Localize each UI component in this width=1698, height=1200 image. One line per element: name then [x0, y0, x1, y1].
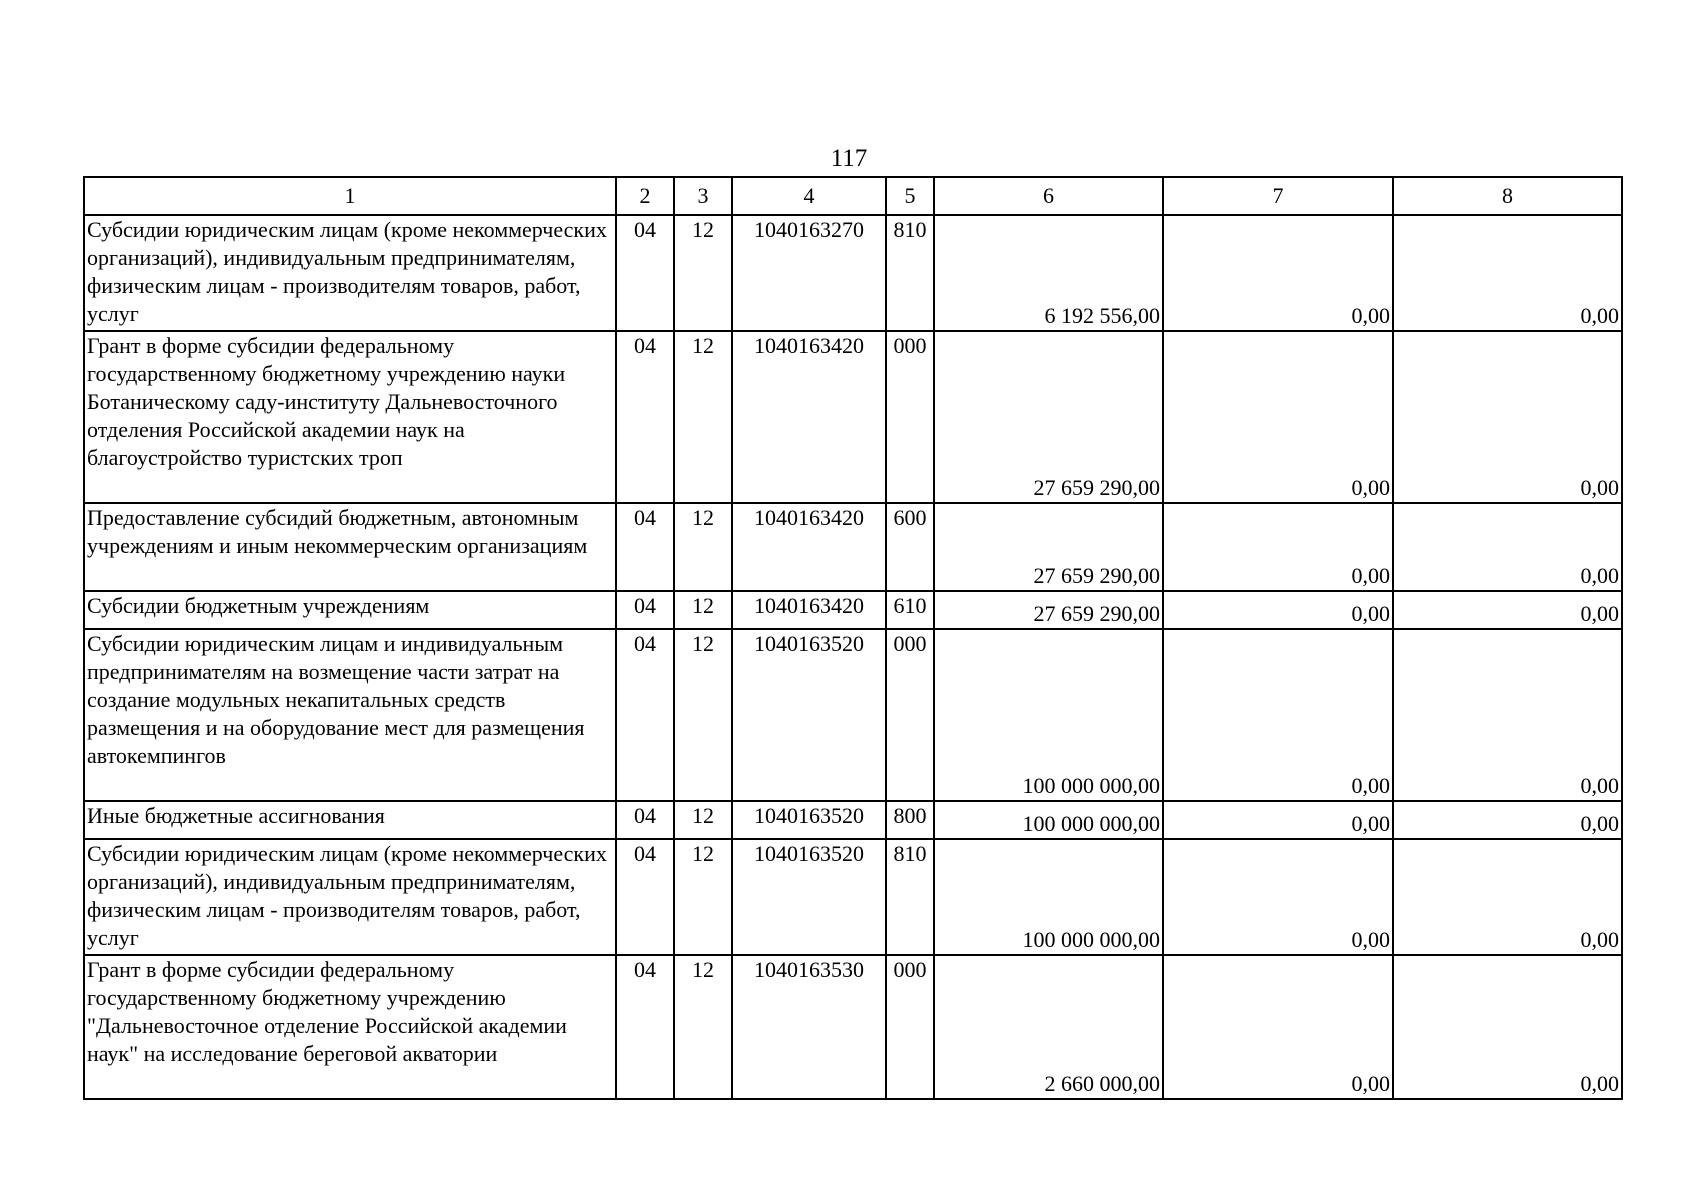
amount-col-7: 0,00	[1163, 839, 1393, 955]
section-code: 04	[616, 629, 674, 801]
amount-col-8: 0,00	[1393, 801, 1622, 839]
column-header: 5	[886, 177, 934, 215]
table-row	[84, 331, 1622, 503]
column-header: 8	[1393, 177, 1622, 215]
expense-type-code: 800	[886, 801, 934, 839]
table-row	[84, 801, 1622, 839]
item-name: Иные бюджетные ассигнования	[84, 801, 616, 839]
target-article-code: 1040163520	[732, 801, 886, 839]
section-code: 04	[616, 331, 674, 503]
target-article-code: 1040163420	[732, 503, 886, 591]
item-name: Субсидии юридическим лицам (кроме некоммерческих организаций), индивидуальным предпринимателям, физическим лицам - производителям товаров, работ, услуг	[84, 839, 616, 955]
subsection-code: 12	[674, 839, 732, 955]
amount-col-8: 0,00	[1393, 215, 1622, 331]
amount-col-7: 0,00	[1163, 801, 1393, 839]
amount-col-6: 2 660 000,00	[934, 955, 1163, 1099]
subsection-code: 12	[674, 503, 732, 591]
table-row	[84, 591, 1622, 629]
amount-col-6: 27 659 290,00	[934, 503, 1163, 591]
target-article-code: 1040163420	[732, 591, 886, 629]
amount-col-8: 0,00	[1393, 629, 1622, 801]
amount-col-6: 100 000 000,00	[934, 801, 1163, 839]
amount-col-8: 0,00	[1393, 503, 1622, 591]
item-name: Субсидии бюджетным учреждениям	[84, 591, 616, 629]
expense-type-code: 810	[886, 839, 934, 955]
target-article-code: 1040163520	[732, 629, 886, 801]
expense-type-code: 810	[886, 215, 934, 331]
amount-col-7: 0,00	[1163, 331, 1393, 503]
expense-type-code: 610	[886, 591, 934, 629]
section-code: 04	[616, 591, 674, 629]
subsection-code: 12	[674, 801, 732, 839]
subsection-code: 12	[674, 591, 732, 629]
amount-col-8: 0,00	[1393, 839, 1622, 955]
subsection-code: 12	[674, 331, 732, 503]
amount-col-7: 0,00	[1163, 215, 1393, 331]
target-article-code: 1040163530	[732, 955, 886, 1099]
table-row	[84, 503, 1622, 591]
table-row	[84, 839, 1622, 955]
item-name: Грант в форме субсидии федеральному государственному бюджетному учреждению "Дальневосточное отделение Российской академии наук" на исследование береговой акватории	[84, 955, 616, 1099]
target-article-code: 1040163420	[732, 331, 886, 503]
amount-col-6: 27 659 290,00	[934, 591, 1163, 629]
item-name: Предоставление субсидий бюджетным, автономным учреждениям и иным некоммерческим организациям	[84, 503, 616, 591]
column-header: 2	[616, 177, 674, 215]
amount-col-6: 100 000 000,00	[934, 839, 1163, 955]
amount-col-7: 0,00	[1163, 503, 1393, 591]
budget-table	[83, 176, 1623, 1100]
page-number: 117	[830, 145, 868, 172]
table-row	[84, 955, 1622, 1099]
amount-col-8: 0,00	[1393, 955, 1622, 1099]
amount-col-7: 0,00	[1163, 591, 1393, 629]
expense-type-code: 000	[886, 629, 934, 801]
amount-col-8: 0,00	[1393, 591, 1622, 629]
amount-col-6: 6 192 556,00	[934, 215, 1163, 331]
expense-type-code: 000	[886, 331, 934, 503]
section-code: 04	[616, 839, 674, 955]
expense-type-code: 600	[886, 503, 934, 591]
table-row	[84, 629, 1622, 801]
amount-col-7: 0,00	[1163, 629, 1393, 801]
item-name: Субсидии юридическим лицам и индивидуальным предпринимателям на возмещение части затрат на создание модульных некапитальных средств размещения и на оборудование мест для размещения автокемпингов	[84, 629, 616, 801]
target-article-code: 1040163270	[732, 215, 886, 331]
column-header: 1	[84, 177, 616, 215]
expense-type-code: 000	[886, 955, 934, 1099]
subsection-code: 12	[674, 629, 732, 801]
section-code: 04	[616, 955, 674, 1099]
column-header: 6	[934, 177, 1163, 215]
section-code: 04	[616, 801, 674, 839]
item-name: Субсидии юридическим лицам (кроме некоммерческих организаций), индивидуальным предпринимателям, физическим лицам - производителям товаров, работ, услуг	[84, 215, 616, 331]
subsection-code: 12	[674, 215, 732, 331]
amount-col-6: 27 659 290,00	[934, 331, 1163, 503]
amount-col-8: 0,00	[1393, 331, 1622, 503]
table-row	[84, 215, 1622, 331]
item-name: Грант в форме субсидии федеральному государственному бюджетному учреждению науки Ботаническому саду-институту Дальневосточного отделения Российской академии наук на благоустройство туристских троп	[84, 331, 616, 503]
amount-col-6: 100 000 000,00	[934, 629, 1163, 801]
table-header-row	[84, 177, 1622, 215]
column-header: 7	[1163, 177, 1393, 215]
subsection-code: 12	[674, 955, 732, 1099]
target-article-code: 1040163520	[732, 839, 886, 955]
amount-col-7: 0,00	[1163, 955, 1393, 1099]
section-code: 04	[616, 215, 674, 331]
column-header: 3	[674, 177, 732, 215]
section-code: 04	[616, 503, 674, 591]
column-header: 4	[732, 177, 886, 215]
